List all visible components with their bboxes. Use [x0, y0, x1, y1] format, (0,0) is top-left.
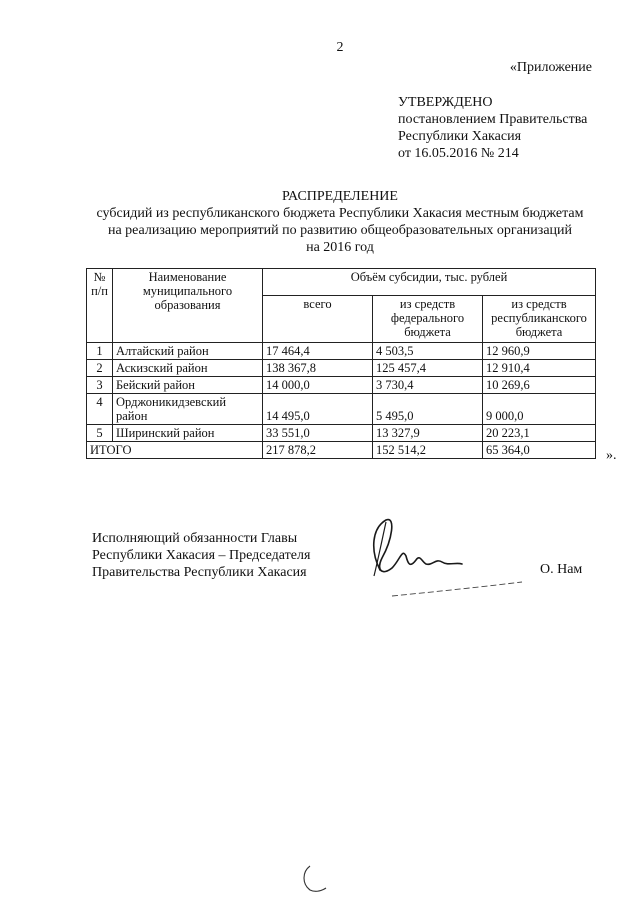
signer-line: Исполняющий обязанности Главы [92, 531, 298, 546]
header-republic: из средств республиканского бюджета [483, 296, 596, 343]
row-republic: 10 269,6 [483, 377, 596, 394]
table-row [87, 425, 596, 442]
row-name: Ширинский район [113, 425, 263, 442]
row-federal: 125 457,4 [373, 360, 483, 377]
totals-republic: 65 364,0 [483, 442, 596, 459]
header-total: всего [263, 296, 373, 343]
document-heading [60, 188, 620, 256]
heading-line: на 2016 год [306, 240, 374, 255]
heading-line: субсидий из республиканского бюджета Республики Хакасия местным бюджетам [96, 206, 584, 221]
heading-line: на реализацию мероприятий по развитию общеобразовательных организаций [107, 223, 573, 238]
totals-row [87, 442, 596, 459]
approval-head: УТВЕРЖДЕНО [398, 95, 493, 110]
header-volume: Объём субсидии, тыс. рублей [263, 269, 596, 296]
page-number: 2 [336, 40, 344, 55]
row-republic: 12 910,4 [483, 360, 596, 377]
row-republic: 12 960,9 [483, 343, 596, 360]
row-federal: 4 503,5 [373, 343, 483, 360]
table-row [87, 360, 596, 377]
row-total: 17 464,4 [263, 343, 373, 360]
header-num: № п/п [87, 269, 113, 343]
totals-label: ИТОГО [87, 442, 263, 459]
signer-block [92, 530, 310, 581]
row-republic: 20 223,1 [483, 425, 596, 442]
signer-line: Республики Хакасия – Председателя [92, 548, 311, 563]
row-name: Аскизский район [113, 360, 263, 377]
row-num: 1 [87, 343, 113, 360]
row-republic: 9 000,0 [483, 394, 596, 425]
closing-quote: ». [606, 448, 617, 463]
row-num: 2 [87, 360, 113, 377]
row-name: Бейский район [113, 377, 263, 394]
table-row [87, 343, 596, 360]
row-num: 3 [87, 377, 113, 394]
totals-total: 217 878,2 [263, 442, 373, 459]
row-federal: 3 730,4 [373, 377, 483, 394]
table-header-row [87, 269, 596, 296]
row-federal: 13 327,9 [373, 425, 483, 442]
table-row [87, 394, 596, 425]
row-name: Алтайский район [113, 343, 263, 360]
approval-block [398, 94, 587, 162]
approval-line: Республики Хакасия [398, 129, 522, 144]
row-total: 138 367,8 [263, 360, 373, 377]
row-total: 14 000,0 [263, 377, 373, 394]
row-federal: 5 495,0 [373, 394, 483, 425]
header-federal: из средств федерального бюджета [373, 296, 483, 343]
header-name: Наименование муниципального образования [113, 269, 263, 343]
signer-name: О. Нам [540, 562, 583, 577]
subsidy-table [86, 268, 596, 459]
row-num: 4 [87, 394, 113, 425]
appendix-label: «Приложение [509, 60, 592, 75]
scan-mark [296, 862, 336, 896]
row-name: Орджоникидзевский район [113, 394, 263, 425]
approval-line: от 16.05.2016 № 214 [398, 146, 519, 161]
document-title: РАСПРЕДЕЛЕНИЕ [282, 189, 398, 204]
table-row [87, 377, 596, 394]
row-num: 5 [87, 425, 113, 442]
row-total: 14 495,0 [263, 394, 373, 425]
signer-line: Правительства Республики Хакасия [92, 565, 307, 580]
approval-line: постановлением Правительства [398, 112, 588, 127]
row-total: 33 551,0 [263, 425, 373, 442]
totals-federal: 152 514,2 [373, 442, 483, 459]
handwritten-signature [352, 510, 542, 605]
